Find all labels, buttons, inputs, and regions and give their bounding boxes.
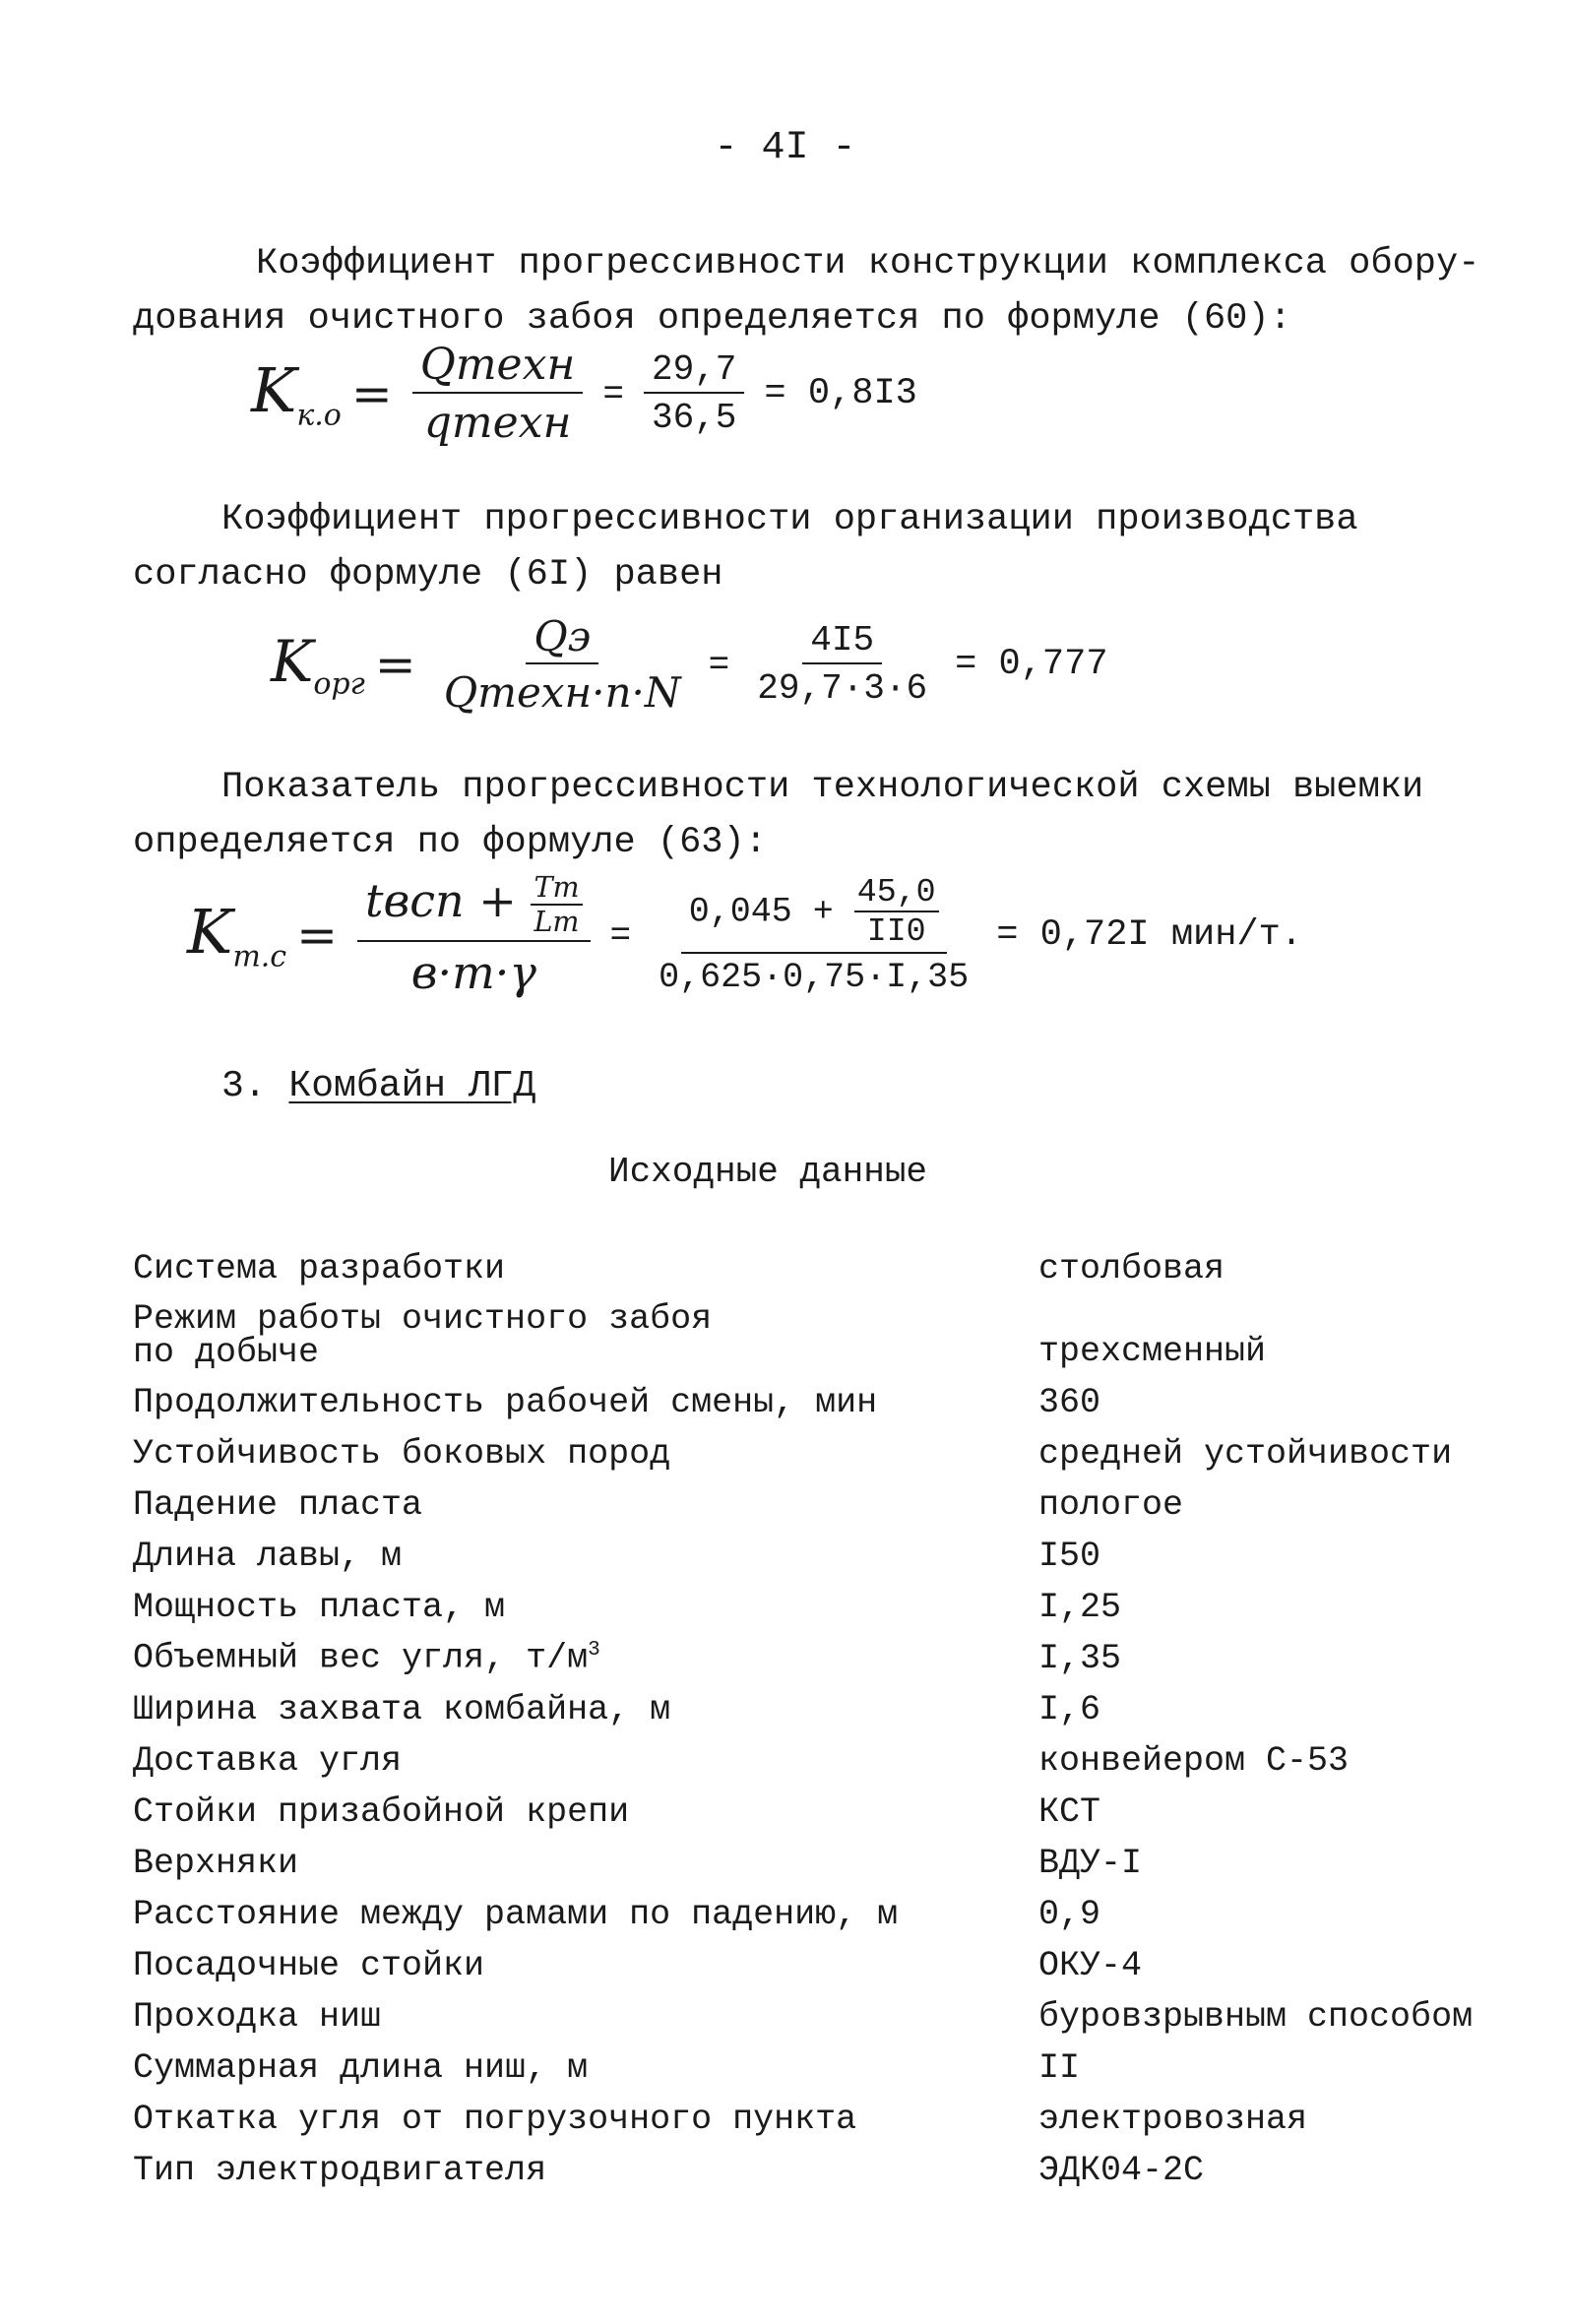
formula-2-result: = 0,777 <box>955 644 1108 685</box>
row-value: ВДУ-I <box>1038 1844 1143 1883</box>
formula-3-numeric-term: 0,045 + <box>688 892 834 932</box>
formula-k-org <box>271 612 1118 717</box>
table-row <box>133 1830 1550 1881</box>
formula-1-lhs: $K_{к.о}$ <box>251 354 342 433</box>
row-label: Верхняки <box>133 1844 299 1883</box>
table-row <box>133 1235 1550 1287</box>
page-number: - 4I - <box>714 126 856 170</box>
row-value: средней устойчивости <box>1038 1434 1453 1474</box>
row-label: Режим работы очистного забоя по добыче <box>133 1299 713 1372</box>
row-value: I,6 <box>1038 1690 1101 1729</box>
formula-2-eq-2: = <box>708 644 730 685</box>
formula-3-numeric-sub-numerator: 45,0 <box>854 873 939 912</box>
row-value: ЭДК04-2С <box>1038 2151 1205 2190</box>
formula-3-eq: = <box>296 907 339 964</box>
formula-k-ko <box>251 340 927 448</box>
row-label: Посадочные стойки <box>133 1946 485 1985</box>
section-heading <box>221 1065 535 1107</box>
formula-3-numerator-subfraction <box>531 871 582 938</box>
formula-3-numerator <box>357 871 591 942</box>
row-label: Система разработки <box>133 1249 506 1288</box>
table-row <box>133 1523 1550 1574</box>
table-row <box>133 1983 1550 2035</box>
row-value: ОКУ-4 <box>1038 1946 1143 1985</box>
formula-1-eq-2: = <box>602 373 624 414</box>
formula-2-numeric-fraction <box>749 620 935 709</box>
table-row <box>133 1625 1550 1676</box>
formula-2-fraction <box>436 612 689 717</box>
formula-3-lhs: $K_{т.с}$ <box>187 896 287 974</box>
section-title: Комбайн ЛГД <box>288 1065 536 1107</box>
table-row <box>133 1676 1550 1727</box>
row-value: трехсменный <box>1038 1332 1267 1371</box>
row-label: Стойки призабойной крепи <box>133 1792 630 1832</box>
row-label-with-unit <box>133 1625 1038 1676</box>
row-label: Расстояние между рамами по падению, м <box>133 1895 899 1934</box>
table-row <box>133 1574 1550 1625</box>
initial-data-table <box>133 1235 1550 2188</box>
paragraph-2-line-2: согласно формуле (6I) равен <box>133 554 723 596</box>
row-label: Падение пласта <box>133 1485 423 1525</box>
formula-3-numeric-fraction <box>651 873 976 997</box>
table-row <box>133 1287 1550 1369</box>
paragraph-1-line-1: Коэффициент прогрессивности конструкции комплекса обору- <box>256 243 1480 284</box>
table-row <box>133 1727 1550 1779</box>
formula-3-eq-2: = <box>609 914 632 956</box>
formula-2-numeric-numerator: 4I5 <box>802 620 882 664</box>
row-value: 0,9 <box>1038 1895 1101 1934</box>
paragraph-3-line-2: определяется по формуле (63): <box>133 822 767 863</box>
formula-2-lhs: $K_{орг}$ <box>271 627 365 702</box>
paragraph-3-line-1: Показатель прогрессивности технологической схемы выемки <box>221 767 1424 808</box>
row-label: Суммарная длина ниш, м <box>133 2048 589 2088</box>
table-row <box>133 1779 1550 1830</box>
formula-3-numeric-sub-denominator: II0 <box>866 912 926 950</box>
table-row <box>133 1881 1550 1932</box>
row-label: Проходка ниш <box>133 1997 382 2037</box>
unit-superscript: 3 <box>588 1639 600 1663</box>
row-value: конвейером С-53 <box>1038 1741 1350 1781</box>
formula-1-numeric-fraction <box>644 349 744 438</box>
formula-1-numeric-denominator: 36,5 <box>652 398 737 438</box>
formula-3-numeric-subfraction <box>854 873 939 950</box>
row-value: столбовая <box>1038 1249 1225 1288</box>
formula-2-numerator: Qэ <box>526 612 598 664</box>
formula-3-sub-numerator: Tm <box>531 871 582 906</box>
formula-1-result: = 0,8I3 <box>764 373 917 414</box>
row-value: 360 <box>1038 1383 1101 1422</box>
formula-2-numeric-denominator: 29,7·3·6 <box>757 668 928 709</box>
row-value: электровозная <box>1038 2100 1308 2139</box>
row-value: пологое <box>1038 1485 1184 1525</box>
formula-3-fraction <box>357 871 591 999</box>
formula-2-denominator: Qтехн·n·N <box>443 668 681 717</box>
row-label: Объемный вес угля, т/м <box>133 1639 589 1678</box>
formula-1-numerator: Qтехн <box>412 340 584 394</box>
table-row <box>133 1932 1550 1983</box>
table-row <box>133 2137 1550 2188</box>
formula-2-eq: = <box>374 636 416 693</box>
table-row <box>133 1369 1550 1420</box>
formula-k-tc <box>187 871 1312 999</box>
table-row <box>133 2035 1550 2086</box>
table-row <box>133 2086 1550 2137</box>
row-label: Устойчивость боковых пород <box>133 1434 671 1474</box>
subheading-initial-data: Исходные данные <box>607 1152 928 1192</box>
row-label: Длина лавы, м <box>133 1537 403 1576</box>
paragraph-1-line-2: дования очистного забоя определяется по формуле (60): <box>133 298 1291 340</box>
formula-3-numeric-numerator <box>681 873 947 954</box>
row-label: Тип электродвигателя <box>133 2151 547 2190</box>
row-value: I50 <box>1038 1537 1101 1576</box>
formula-3-denominator: в·m·γ <box>410 946 536 999</box>
formula-3-numeric-denominator: 0,625·0,75·I,35 <box>659 958 970 997</box>
row-label: Ширина захвата комбайна, м <box>133 1690 671 1729</box>
row-value: I,35 <box>1038 1639 1122 1678</box>
row-label: Продолжительность рабочей смены, мин <box>133 1383 878 1422</box>
formula-3-result: = 0,72I мин/т. <box>996 914 1303 956</box>
formula-1-fraction <box>412 340 584 448</box>
row-value: буровзрывным способом <box>1038 1997 1474 2037</box>
row-value: I,25 <box>1038 1588 1122 1627</box>
section-number: 3. <box>221 1065 267 1107</box>
formula-1-denominator: qтехн <box>423 398 572 448</box>
formula-3-numerator-term: tвсп + <box>365 874 517 927</box>
row-value: II <box>1038 2048 1081 2088</box>
row-value: КСТ <box>1038 1792 1101 1832</box>
table-row <box>133 1472 1550 1523</box>
formula-1-numeric-numerator: 29,7 <box>644 349 744 394</box>
row-label: Мощность пласта, м <box>133 1588 506 1627</box>
row-label: Доставка угля <box>133 1741 403 1781</box>
table-row <box>133 1420 1550 1472</box>
formula-1-eq: = <box>350 365 393 422</box>
formula-3-sub-denominator: Lm <box>534 906 580 938</box>
row-label: Откатка угля от погрузочного пункта <box>133 2100 857 2139</box>
paragraph-2-line-1: Коэффициент прогрессивности организации производства <box>221 499 1358 540</box>
